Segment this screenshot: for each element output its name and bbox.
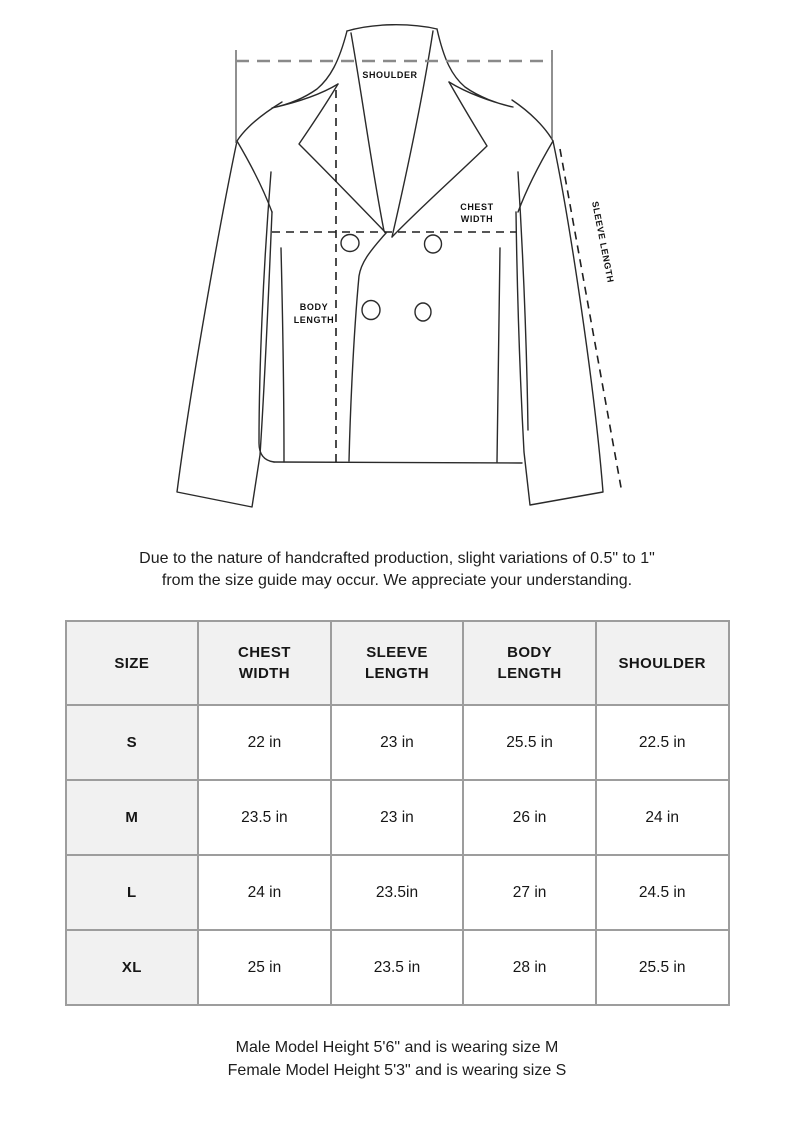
measurement-cell: 24 in: [198, 855, 331, 930]
measurement-cell: 23.5 in: [198, 780, 331, 855]
production-note: [0, 548, 794, 592]
jacket-left-sleeve: [177, 141, 272, 507]
body-length-label-line2: LENGTH: [293, 315, 335, 325]
jacket-body-right-edge: [518, 172, 528, 430]
table-row-xl: [66, 930, 729, 1005]
sleeve-length-label: SLEEVE LENGTH: [590, 200, 616, 284]
measurement-cell: 24 in: [596, 780, 729, 855]
column-header-sleeve-length: SLEEVE LENGTH: [331, 621, 464, 705]
jacket-right-shoulder-armhole: [512, 100, 553, 212]
chest-width-label-line2: WIDTH: [460, 214, 494, 224]
chest-width-label-line1: CHEST: [460, 202, 494, 212]
size-guide-diagram: [0, 0, 794, 528]
size-cell: L: [66, 855, 199, 930]
measurement-cell: 23 in: [331, 780, 464, 855]
jacket-illustration: [177, 25, 603, 507]
table-row-m: [66, 780, 729, 855]
model-info: [0, 1036, 794, 1082]
measurement-cell: 23 in: [331, 705, 464, 780]
measurement-cell: 28 in: [463, 930, 596, 1005]
button-icon: [341, 235, 359, 252]
female-model-info: Female Model Height 5'3" and is wearing size S: [227, 1062, 567, 1079]
button-icon: [425, 235, 442, 253]
size-cell: M: [66, 780, 199, 855]
shoulder-label: SHOULDER: [362, 70, 418, 80]
production-note-line2: from the size guide may occur. We appreciate your understanding.: [161, 572, 633, 589]
male-model-info: Male Model Height 5'6" and is wearing size M: [235, 1039, 559, 1056]
measurement-cell: 24.5 in: [596, 855, 729, 930]
measurement-cell: 26 in: [463, 780, 596, 855]
jacket-collar-right: [437, 29, 513, 107]
jacket-left-shoulder-armhole: [237, 102, 282, 212]
size-cell: S: [66, 705, 199, 780]
measurement-cell: 25.5 in: [463, 705, 596, 780]
button-icon: [415, 303, 431, 321]
jacket-front-edge: [349, 233, 386, 461]
jacket-right-seam: [497, 248, 500, 462]
table-row-s: [66, 705, 729, 780]
measurement-cell: 22.5 in: [596, 705, 729, 780]
measurement-cell: 23.5in: [331, 855, 464, 930]
column-header-size: SIZE: [66, 621, 199, 705]
size-table: [65, 620, 730, 1006]
jacket-collar-top: [347, 25, 437, 31]
jacket-hem: [274, 462, 522, 463]
column-header-chest-width: CHEST WIDTH: [198, 621, 331, 705]
measurement-cell: 22 in: [198, 705, 331, 780]
sleeve-length-measure-line: [560, 149, 622, 493]
measurement-cell: 25 in: [198, 930, 331, 1005]
jacket-right-sleeve: [516, 141, 603, 505]
measurement-cell: 23.5 in: [331, 930, 464, 1005]
column-header-shoulder: SHOULDER: [596, 621, 729, 705]
button-icon: [362, 301, 380, 320]
size-cell: XL: [66, 930, 199, 1005]
measurement-guides: [236, 50, 622, 493]
body-length-label-line1: BODY: [299, 302, 329, 312]
production-note-line1: Due to the nature of handcrafted production, slight variations of 0.5" to 1": [139, 550, 655, 567]
size-table-header: [66, 621, 729, 705]
jacket-left-lapel: [299, 84, 386, 233]
column-header-body-length: BODY LENGTH: [463, 621, 596, 705]
jacket-left-seam: [281, 248, 284, 462]
table-row-l: [66, 855, 729, 930]
measurement-cell: 27 in: [463, 855, 596, 930]
header-row: [66, 621, 729, 705]
measurement-cell: 25.5 in: [596, 930, 729, 1005]
